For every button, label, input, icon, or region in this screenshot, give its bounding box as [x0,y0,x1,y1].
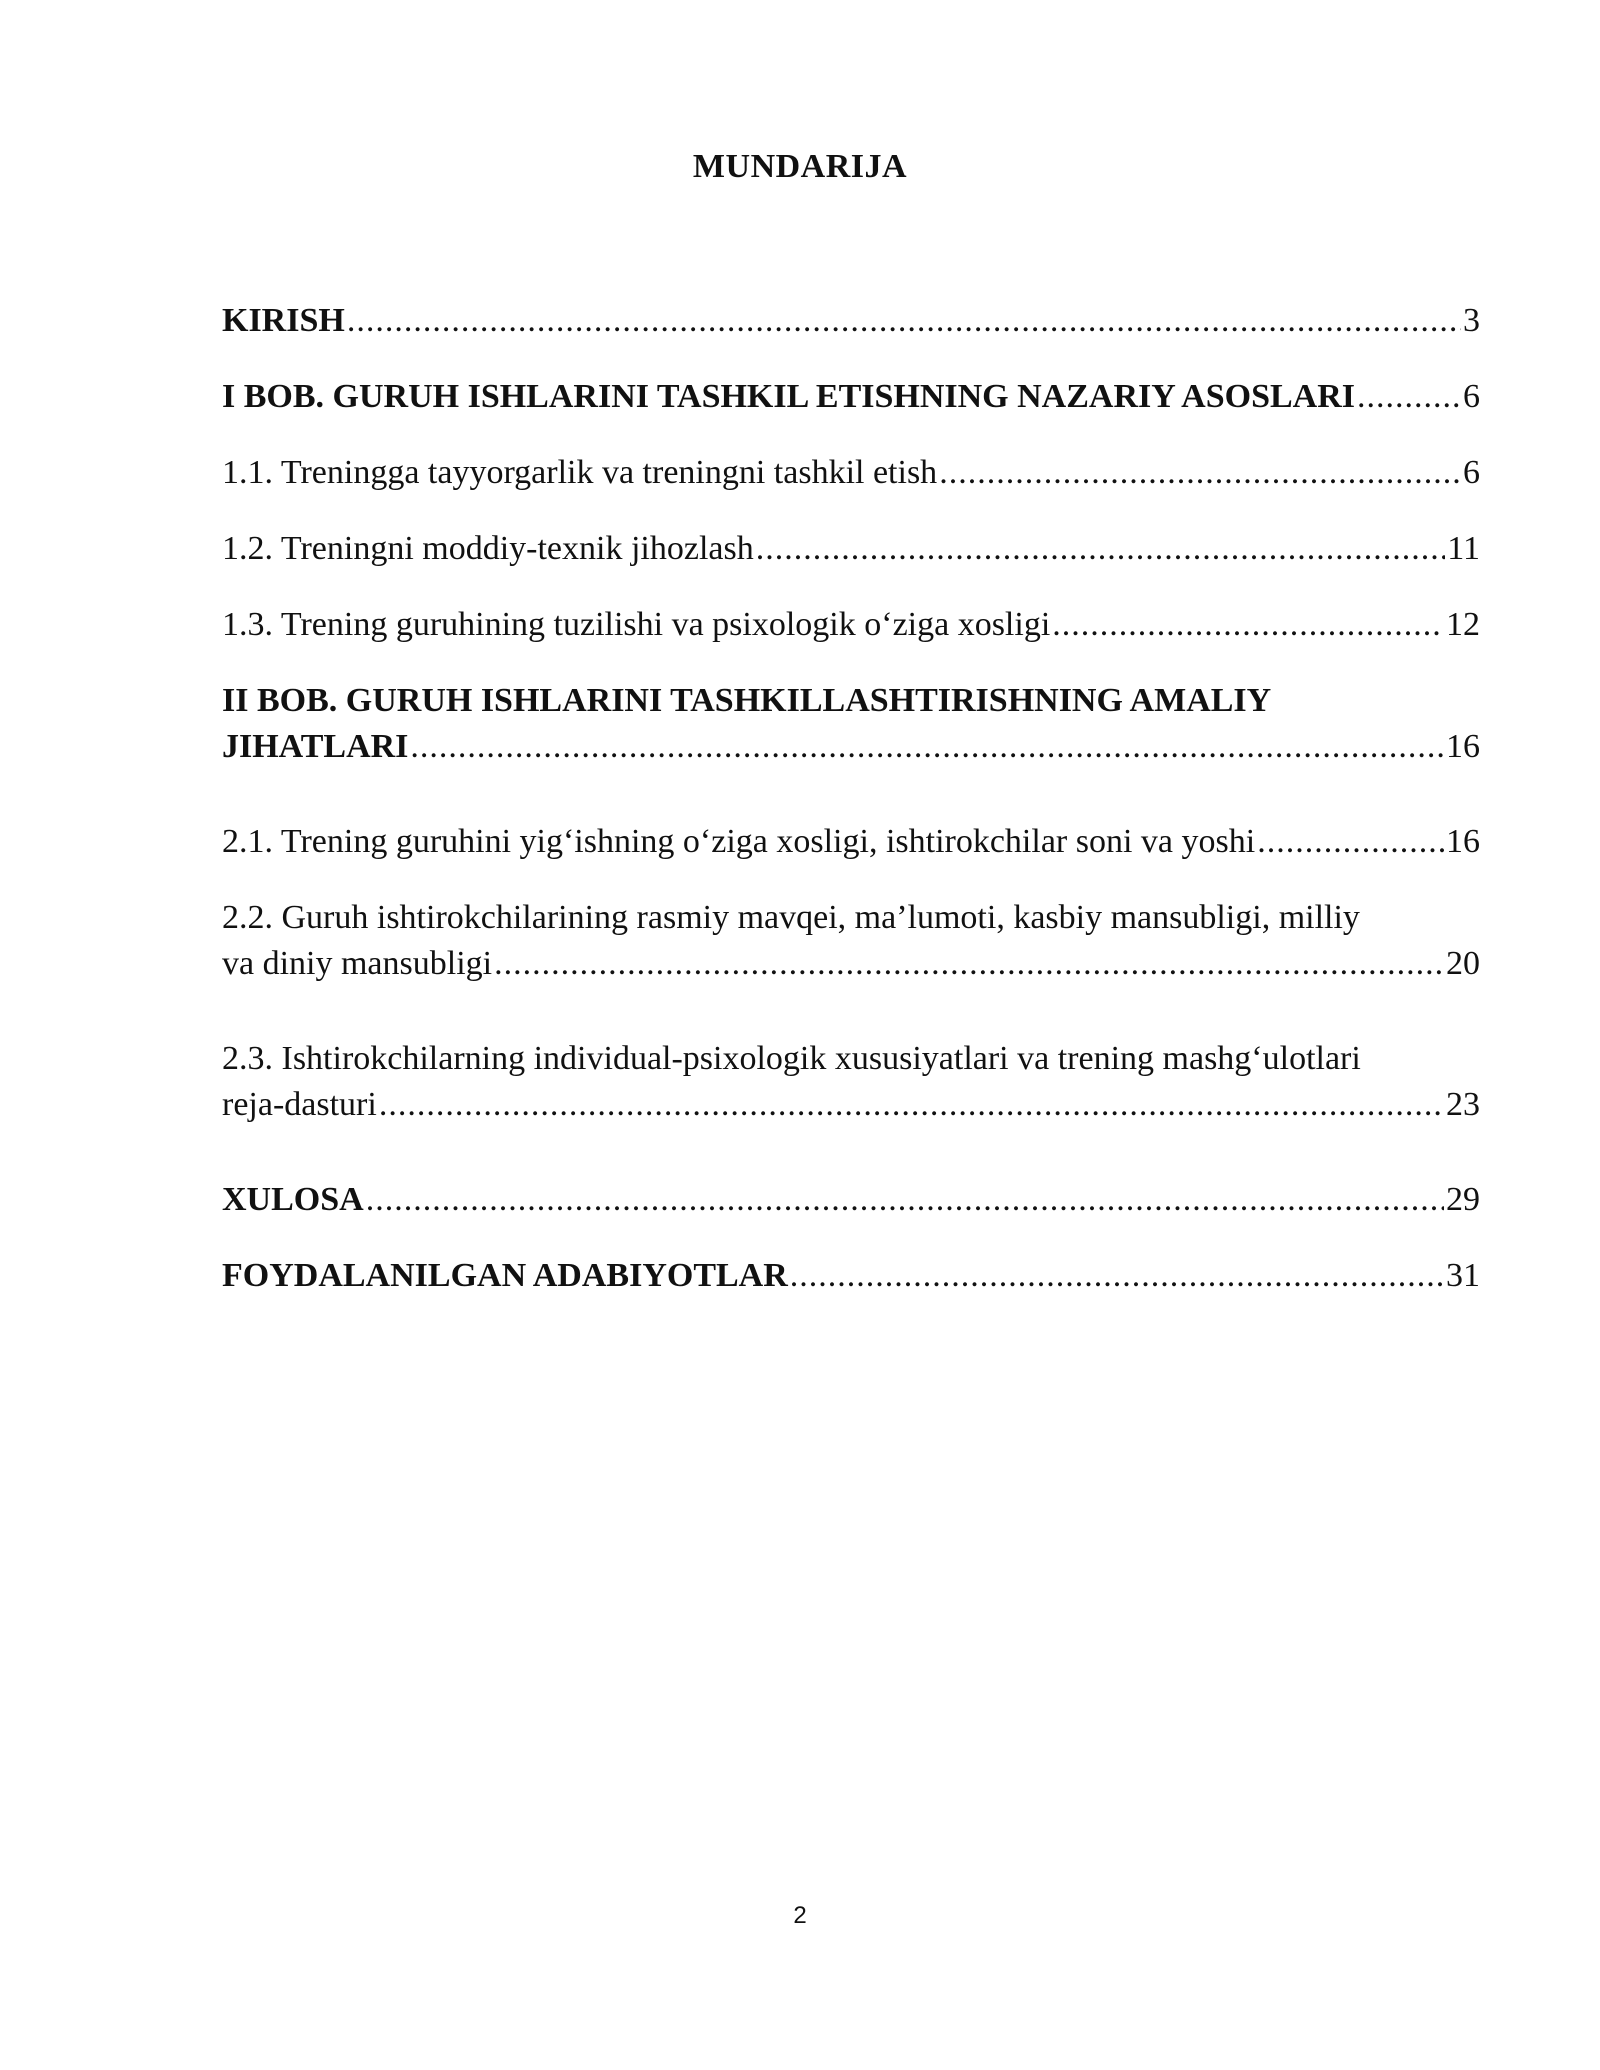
toc-entry-label-line-1: 2.2. Guruh ishtirokchilarining rasmiy mavqei, ma’lumoti, kasbiy mansubligi, milliy [222,899,1360,936]
toc-entry-label: FOYDALANILGAN ADABIYOTLAR [222,1257,788,1294]
toc-entry-1-3[interactable] [222,608,1480,642]
toc-page-number: 16 [1446,823,1480,860]
toc-leader-dots [366,1183,1444,1217]
toc-leader-dots [1052,608,1444,642]
toc-page-number: 20 [1446,945,1480,982]
toc-entry-kirish[interactable] [222,304,1480,338]
toc-entry-label-line-1: II BOB. GURUH ISHLARINI TASHKILLASHTIRISHNING AMALIY [222,682,1272,719]
toc-entry-label: 1.1. Treningga tayyorgarlik va treningni tashkil etish [222,454,938,491]
page-title: MUNDARIJA [692,148,908,185]
toc-leader-dots [347,304,1461,338]
toc-entry-2-3[interactable] [222,1042,1480,1122]
toc-entry-1-1[interactable] [222,456,1480,490]
toc-entry-label: KIRISH [222,302,345,339]
page-number: 2 [793,1902,807,1929]
toc-entry-xulosa[interactable] [222,1183,1480,1217]
toc-entry-2-2[interactable] [222,901,1480,981]
toc-entry-label: XULOSA [222,1181,364,1218]
toc-entry-label: reja-dasturi [222,1086,377,1123]
toc-entry-1-2[interactable] [222,532,1480,566]
toc-leader-dots [939,456,1461,490]
toc-page-number: 11 [1447,530,1480,567]
toc-leader-dots [790,1259,1444,1293]
toc-page-number: 6 [1463,454,1480,491]
toc-entry-label: I BOB. GURUH ISHLARINI TASHKIL ETISHNING NAZARIY ASOSLARI [222,378,1356,415]
toc-entry-label: 2.1. Trening guruhini yig‘ishning o‘ziga xosligi, ishtirokchilar soni va yoshi [222,823,1256,860]
toc-leader-dots [494,947,1444,981]
toc-entry-label: 1.2. Treningni moddiy-texnik jihozlash [222,530,754,567]
toc-entry-label: va diniy mansubligi [222,945,493,982]
toc-entry-chapter-1[interactable] [222,380,1480,414]
toc-entry-label-line-1: 2.3. Ishtirokchilarning individual-psixologik xususiyatlari va trening mashg‘ulotlari [222,1040,1361,1077]
toc-leader-dots [756,532,1446,566]
toc-page-number: 12 [1446,606,1480,643]
toc-page-number: 31 [1446,1257,1480,1294]
toc-leader-dots [1257,825,1444,859]
toc-entry-label: 1.3. Trening guruhining tuzilishi va psixologik o‘ziga xosligi [222,606,1051,643]
toc-page-number: 16 [1446,728,1480,765]
toc-entry-2-1[interactable] [222,825,1480,859]
toc-page-number: 3 [1463,302,1480,339]
toc-page-number: 29 [1446,1181,1480,1218]
toc-entry-chapter-2[interactable] [222,684,1480,764]
toc-entry-references[interactable] [222,1259,1480,1293]
toc-leader-dots [379,1088,1444,1122]
toc-leader-dots [1357,380,1461,414]
toc-entry-label: JIHATLARI [222,728,409,765]
toc-page-number: 23 [1446,1086,1480,1123]
toc-page-number: 6 [1463,378,1480,415]
toc-leader-dots [410,730,1444,764]
